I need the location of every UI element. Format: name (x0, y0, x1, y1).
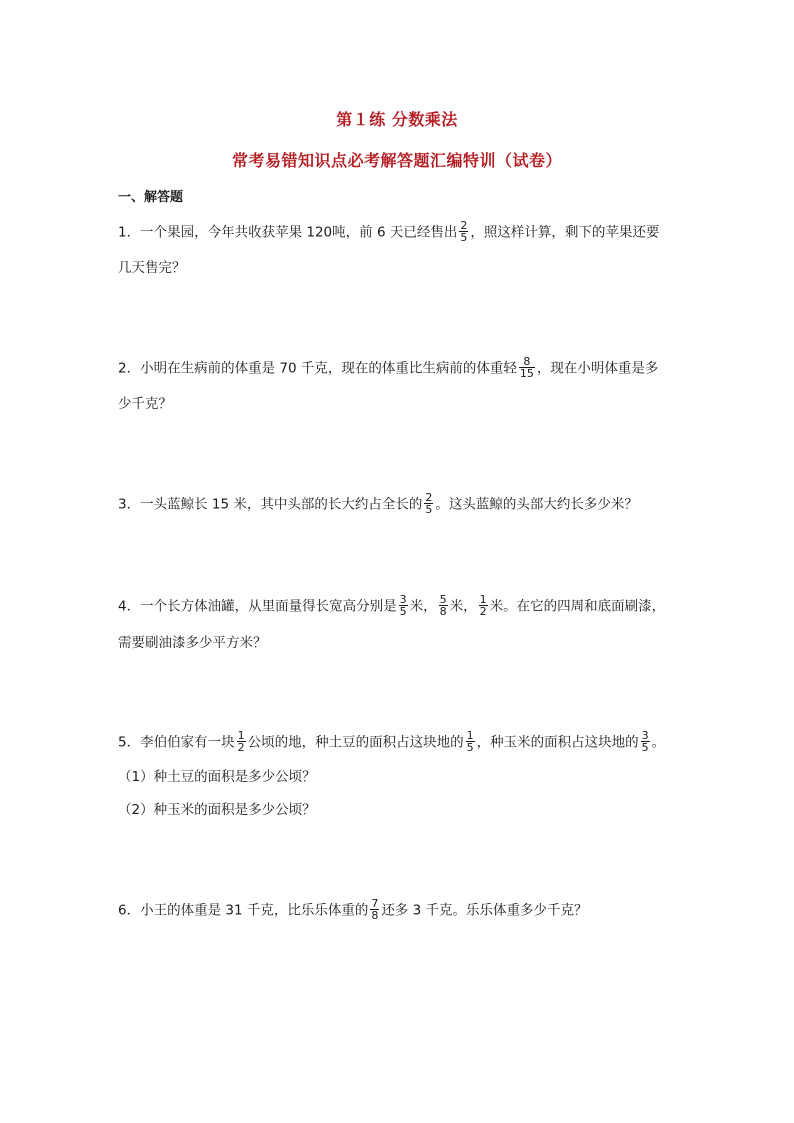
fraction: $\frac{3}{5}$ (399, 593, 407, 618)
question-2-line-1: 2．小明在生病前的体重是 70 千克，现在的体重比生病前的体重轻 $\frac{8}{15}$ ，现在小明体重是多 (118, 355, 659, 380)
question-1-line-1: 1．一个果园，今年共收获苹果 120吨，前 6 天已经售出 $\frac{2}{5}$ ，照这样计算，剩下的苹果还要 (118, 219, 660, 244)
page-title: 第１练 分数乘法 (336, 110, 458, 129)
question-4-line-1: 4．一个长方体油罐，从里面量得长宽高分别是 $\frac{3}{5}$ 米， $\frac{5}{8}$ 米， $\frac{1}{2}$ 米。在它的四周和底面刷漆， (118, 593, 666, 618)
question-2-line-2: 少千克？ (118, 396, 172, 412)
question-5-sub-2: （2）种玉米的面积是多少公顷？ (118, 802, 316, 818)
fraction: $\frac{2}{5}$ (460, 219, 468, 244)
question-6-line-1: 6．小王的体重是 31 千克，比乐乐体重的 $\frac{7}{8}$ 还多 3 千克。乐乐体重多少千克？ (118, 897, 588, 922)
fraction: $\frac{3}{5}$ (641, 729, 649, 754)
fraction: $\frac{1}{5}$ (466, 729, 474, 754)
fraction: $\frac{2}{5}$ (425, 491, 433, 516)
fraction: $\frac{1}{2}$ (237, 729, 245, 754)
page-subtitle: 常考易错知识点必考解答题汇编特训（试卷） (231, 151, 562, 170)
fraction: $\frac{5}{8}$ (439, 593, 447, 618)
question-5-line-1: 5．李伯伯家有一块 $\frac{1}{2}$ 公顷的地，种土豆的面积占这块地的 $\frac{1}{5}$ ，种玉米的面积占这块地的 $\frac{3}{5}$ 。 (118, 729, 666, 754)
fraction: $\frac{8}{15}$ (519, 355, 534, 380)
question-4-line-2: 需要刷油漆多少平方米？ (118, 635, 267, 651)
question-5-sub-1: （1）种土豆的面积是多少公顷？ (118, 769, 316, 785)
fraction: $\frac{1}{2}$ (479, 593, 487, 618)
question-3-line-1: 3．一头蓝鲸长 15 米，其中头部的长大约占全长的 $\frac{2}{5}$ 。这头蓝鲸的头部大约长多少米？ (118, 491, 638, 516)
fraction: $\frac{7}{8}$ (371, 897, 379, 922)
question-1-line-2: 几天售完？ (118, 260, 186, 276)
section-heading: 一、解答题 (118, 190, 184, 205)
